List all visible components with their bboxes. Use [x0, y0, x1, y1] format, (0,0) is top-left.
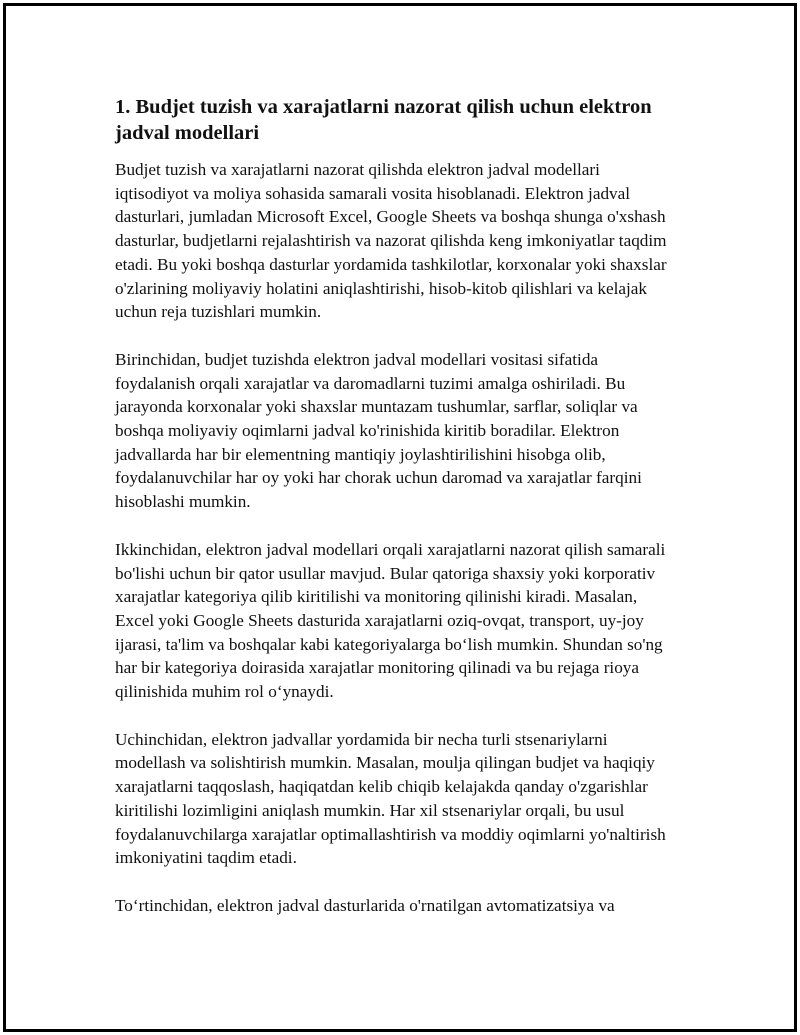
paragraph-fourth: To‘rtinchidan, elektron jadval dasturlarida o'rnatilgan avtomatizatsiya va	[115, 895, 615, 915]
paragraph-second: Ikkinchidan, elektron jadval modellari orqali xarajatlarni nazorat qilish samarali bo'lishi uchun bir qator usullar mavjud. Bular qatoriga shaxsiy yoki korporativ xarajatlar kategoriya qilib kiritilishi va monitoring qilinishi kiradi. Masalan, Excel yoki Google Sheets dasturida xarajatlarni oziq-ovqat, transport, uy-joy ijarasi, ta'lim va boshqalar kabi kategoriyalarga bo‘lish mumkin. Shundan so'ng har bir kategoriya doirasida xarajatlar monitoring qilinadi va bu rejaga rioya qilinishida muhim rol o‘ynaydi.	[115, 539, 666, 702]
document-body	[115, 94, 675, 942]
paragraph-first: Birinchidan, budjet tuzishda elektron jadval modellari vositasi sifatida foydalanish orqali xarajatlar va daromadlarni tuzimi amalga oshiriladi. Bu jarayonda korxonalar yoki shaxslar muntazam tushumlar, sarflar, soliqlar va boshqa moliyaviy oqimlarni jadval ko'rinishida kiritib boradilar. Elektron jadvallarda har bir elementning mantiqiy joylashtirilishini hisobga olib, foydalanuvchilar har oy yoki har chorak uchun daromad va xarajatlar farqini hisoblashi mumkin.	[115, 349, 642, 512]
paragraph-third: Uchinchidan, elektron jadvallar yordamida bir necha turli stsenariylarni modellash va solishtirish mumkin. Masalan, moulja qilingan budjet va haqiqiy xarajatlarni taqqoslash, haqiqatdan kelib chiqib kelajakda qanday o'zgarishlar kiritilishi lozimligini aniqlash mumkin. Har xil stsenariylar orqali, bu usul foydalanuvchilarga xarajatlar optimallashtirish va moddiy oqimlarni yo'naltirish imkoniyatini taqdim etadi.	[115, 729, 666, 868]
paragraph-intro: Budjet tuzish va xarajatlarni nazorat qilishda elektron jadval modellari iqtisodiyot va moliya sohasida samarali vosita hisoblanadi. Elektron jadval dasturlari, jumladan Microsoft Excel, Google Sheets va boshqa shunga o'xshash dasturlar, budjetlarni rejalashtirish va nazorat qilishda keng imkoniyatlar taqdim etadi. Bu yoki boshqa dasturlar yordamida tashkilotlar, korxonalar yoki shaxslar o'zlarining moliyaviy holatini aniqlashtirishi, hisob-kitob qilishlari va kelajak uchun reja tuzishlari mumkin.	[115, 160, 667, 322]
document-title: 1. Budjet tuzish va xarajatlarni nazorat qilish uchun elektron jadval modellari	[115, 96, 652, 144]
